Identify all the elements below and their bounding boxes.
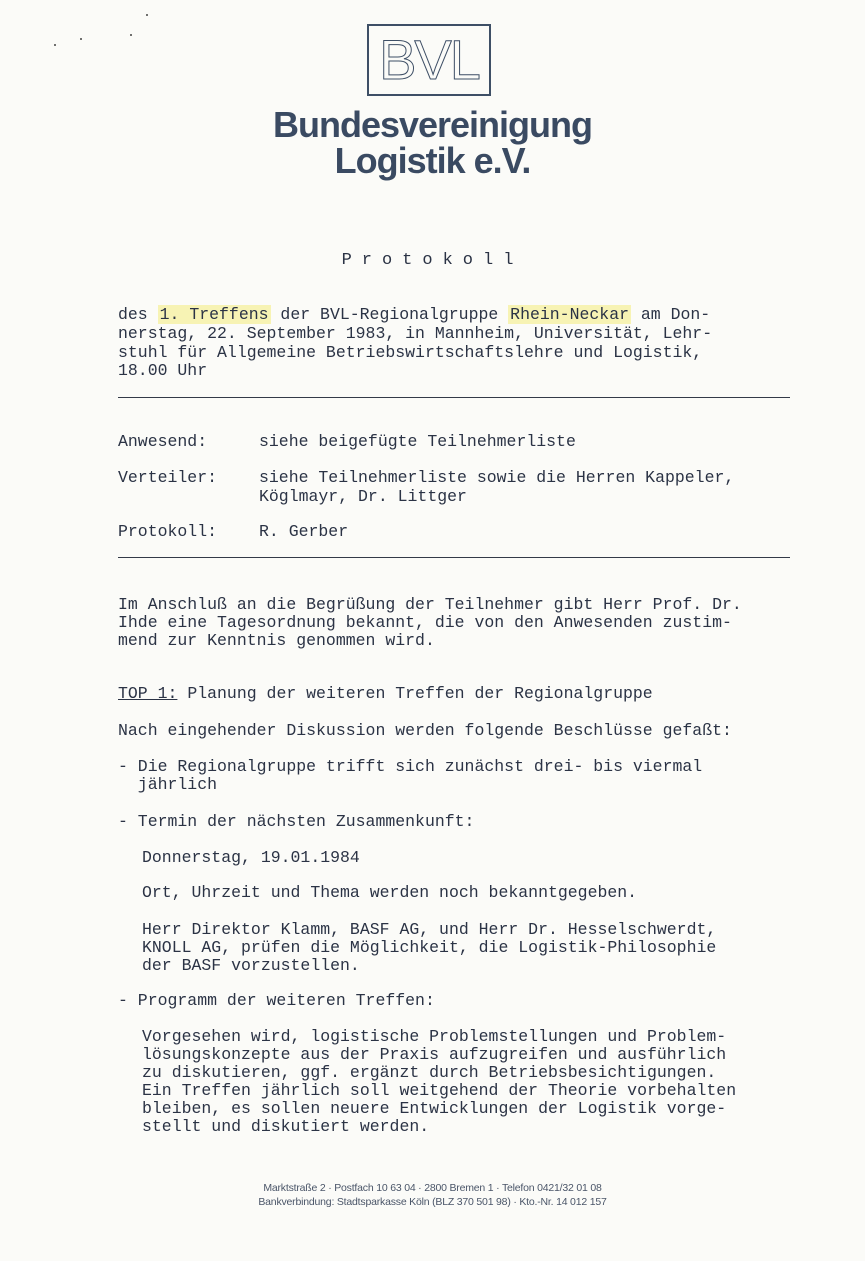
distribution-value-1: siehe Teilnehmerliste sowie die Herren Kappeler, <box>259 468 735 487</box>
program-line-1: Vorgesehen wird, logistische Problemstellungen und Problem- <box>142 1027 727 1046</box>
intro-line-3: stuhl für Allgemeine Betriebswirtschaftslehre und Logistik, <box>118 343 703 362</box>
footer-bank: Bankverbindung: Stadtsparkasse Köln (BLZ 370 501 98) · Kto.-Nr. 14 012 157 <box>258 1196 607 1208</box>
top1-heading <box>118 685 653 703</box>
region-highlight: Rhein-Neckar <box>510 305 629 324</box>
klamm-line-3: der BASF vorzustellen. <box>142 956 360 975</box>
top1-label: TOP 1: <box>118 684 178 703</box>
klamm-line-2: KNOLL AG, prüfen die Möglichkeit, die Logistik-Philosophie <box>142 938 717 957</box>
top1-intro: Nach eingehender Diskussion werden folgende Beschlüsse gefaßt: <box>118 721 732 740</box>
opening-line-1: Im Anschluß an die Begrüßung der Teilnehmer gibt Herr Prof. Dr. <box>118 595 742 614</box>
next-meeting-date: Donnerstag, 19.01.1984 <box>142 848 360 867</box>
bvl-logo <box>367 24 491 96</box>
bullet3: - Programm der weiteren Treffen: <box>118 991 435 1010</box>
minutes-label: Protokoll: <box>118 522 218 541</box>
scan-speck <box>146 14 148 16</box>
logo-text: BVL <box>379 28 479 91</box>
bullet1-line-1: - Die Regionalgruppe trifft sich zunächst drei- bis viermal <box>118 757 703 776</box>
meeting-number-highlight: 1. Treffens <box>159 305 269 324</box>
program-line-3: zu diskutieren, ggf. ergänzt durch Betriebsbesichtigungen. <box>142 1063 717 1082</box>
document-title: Protokoll <box>341 251 524 270</box>
top1-title: Planung der weiteren Treffen der Regionalgruppe <box>177 684 653 703</box>
intro-line-4: 18.00 Uhr <box>118 361 208 380</box>
org-name-line2: Logistik e.V. <box>334 140 531 181</box>
footer-address: Marktstraße 2 · Postfach 10 63 04 · 2800 Bremen 1 · Telefon 0421/32 01 08 <box>263 1182 602 1194</box>
distribution-value-2: Köglmayr, Dr. Littger <box>259 487 467 506</box>
org-name-line1: Bundesvereinigung <box>272 104 593 145</box>
minutes-value: R. Gerber <box>259 522 349 541</box>
program-line-4: Ein Treffen jährlich soll weitgehend der Theorie vorbehalten <box>142 1081 737 1100</box>
opening-line-3: mend zur Kenntnis genommen wird. <box>118 631 435 650</box>
present-value: siehe beigefügte Teilnehmerliste <box>259 432 576 451</box>
intro-mid: der BVL-Regionalgruppe <box>270 305 509 324</box>
intro-prefix: des <box>118 305 158 324</box>
place-time-note: Ort, Uhrzeit und Thema werden noch bekanntgegeben. <box>142 883 638 902</box>
program-line-2: lösungskonzepte aus der Praxis aufzugreifen und ausführlich <box>142 1045 727 1064</box>
opening-line-2: Ihde eine Tagesordnung bekannt, die von den Anwesenden zustim- <box>118 613 732 632</box>
divider <box>118 557 790 558</box>
klamm-line-1: Herr Direktor Klamm, BASF AG, und Herr Dr. Hesselschwerdt, <box>142 920 717 939</box>
bullet2: - Termin der nächsten Zusammenkunft: <box>118 812 475 831</box>
scan-speck <box>54 44 56 46</box>
program-line-5: bleiben, es sollen neuere Entwicklungen der Logistik vorge- <box>142 1099 727 1118</box>
scan-speck <box>80 38 82 40</box>
intro-line-1 <box>118 306 710 324</box>
program-line-6: stellt und diskutiert werden. <box>142 1117 430 1136</box>
intro-line1-end: am Don- <box>631 305 711 324</box>
intro-line-2: nerstag, 22. September 1983, in Mannheim, Universität, Lehr- <box>118 324 713 343</box>
divider <box>118 397 790 398</box>
scan-speck <box>130 34 132 36</box>
bullet1-line-2: jährlich <box>118 775 218 794</box>
present-label: Anwesend: <box>118 432 208 451</box>
distribution-label: Verteiler: <box>118 468 218 487</box>
